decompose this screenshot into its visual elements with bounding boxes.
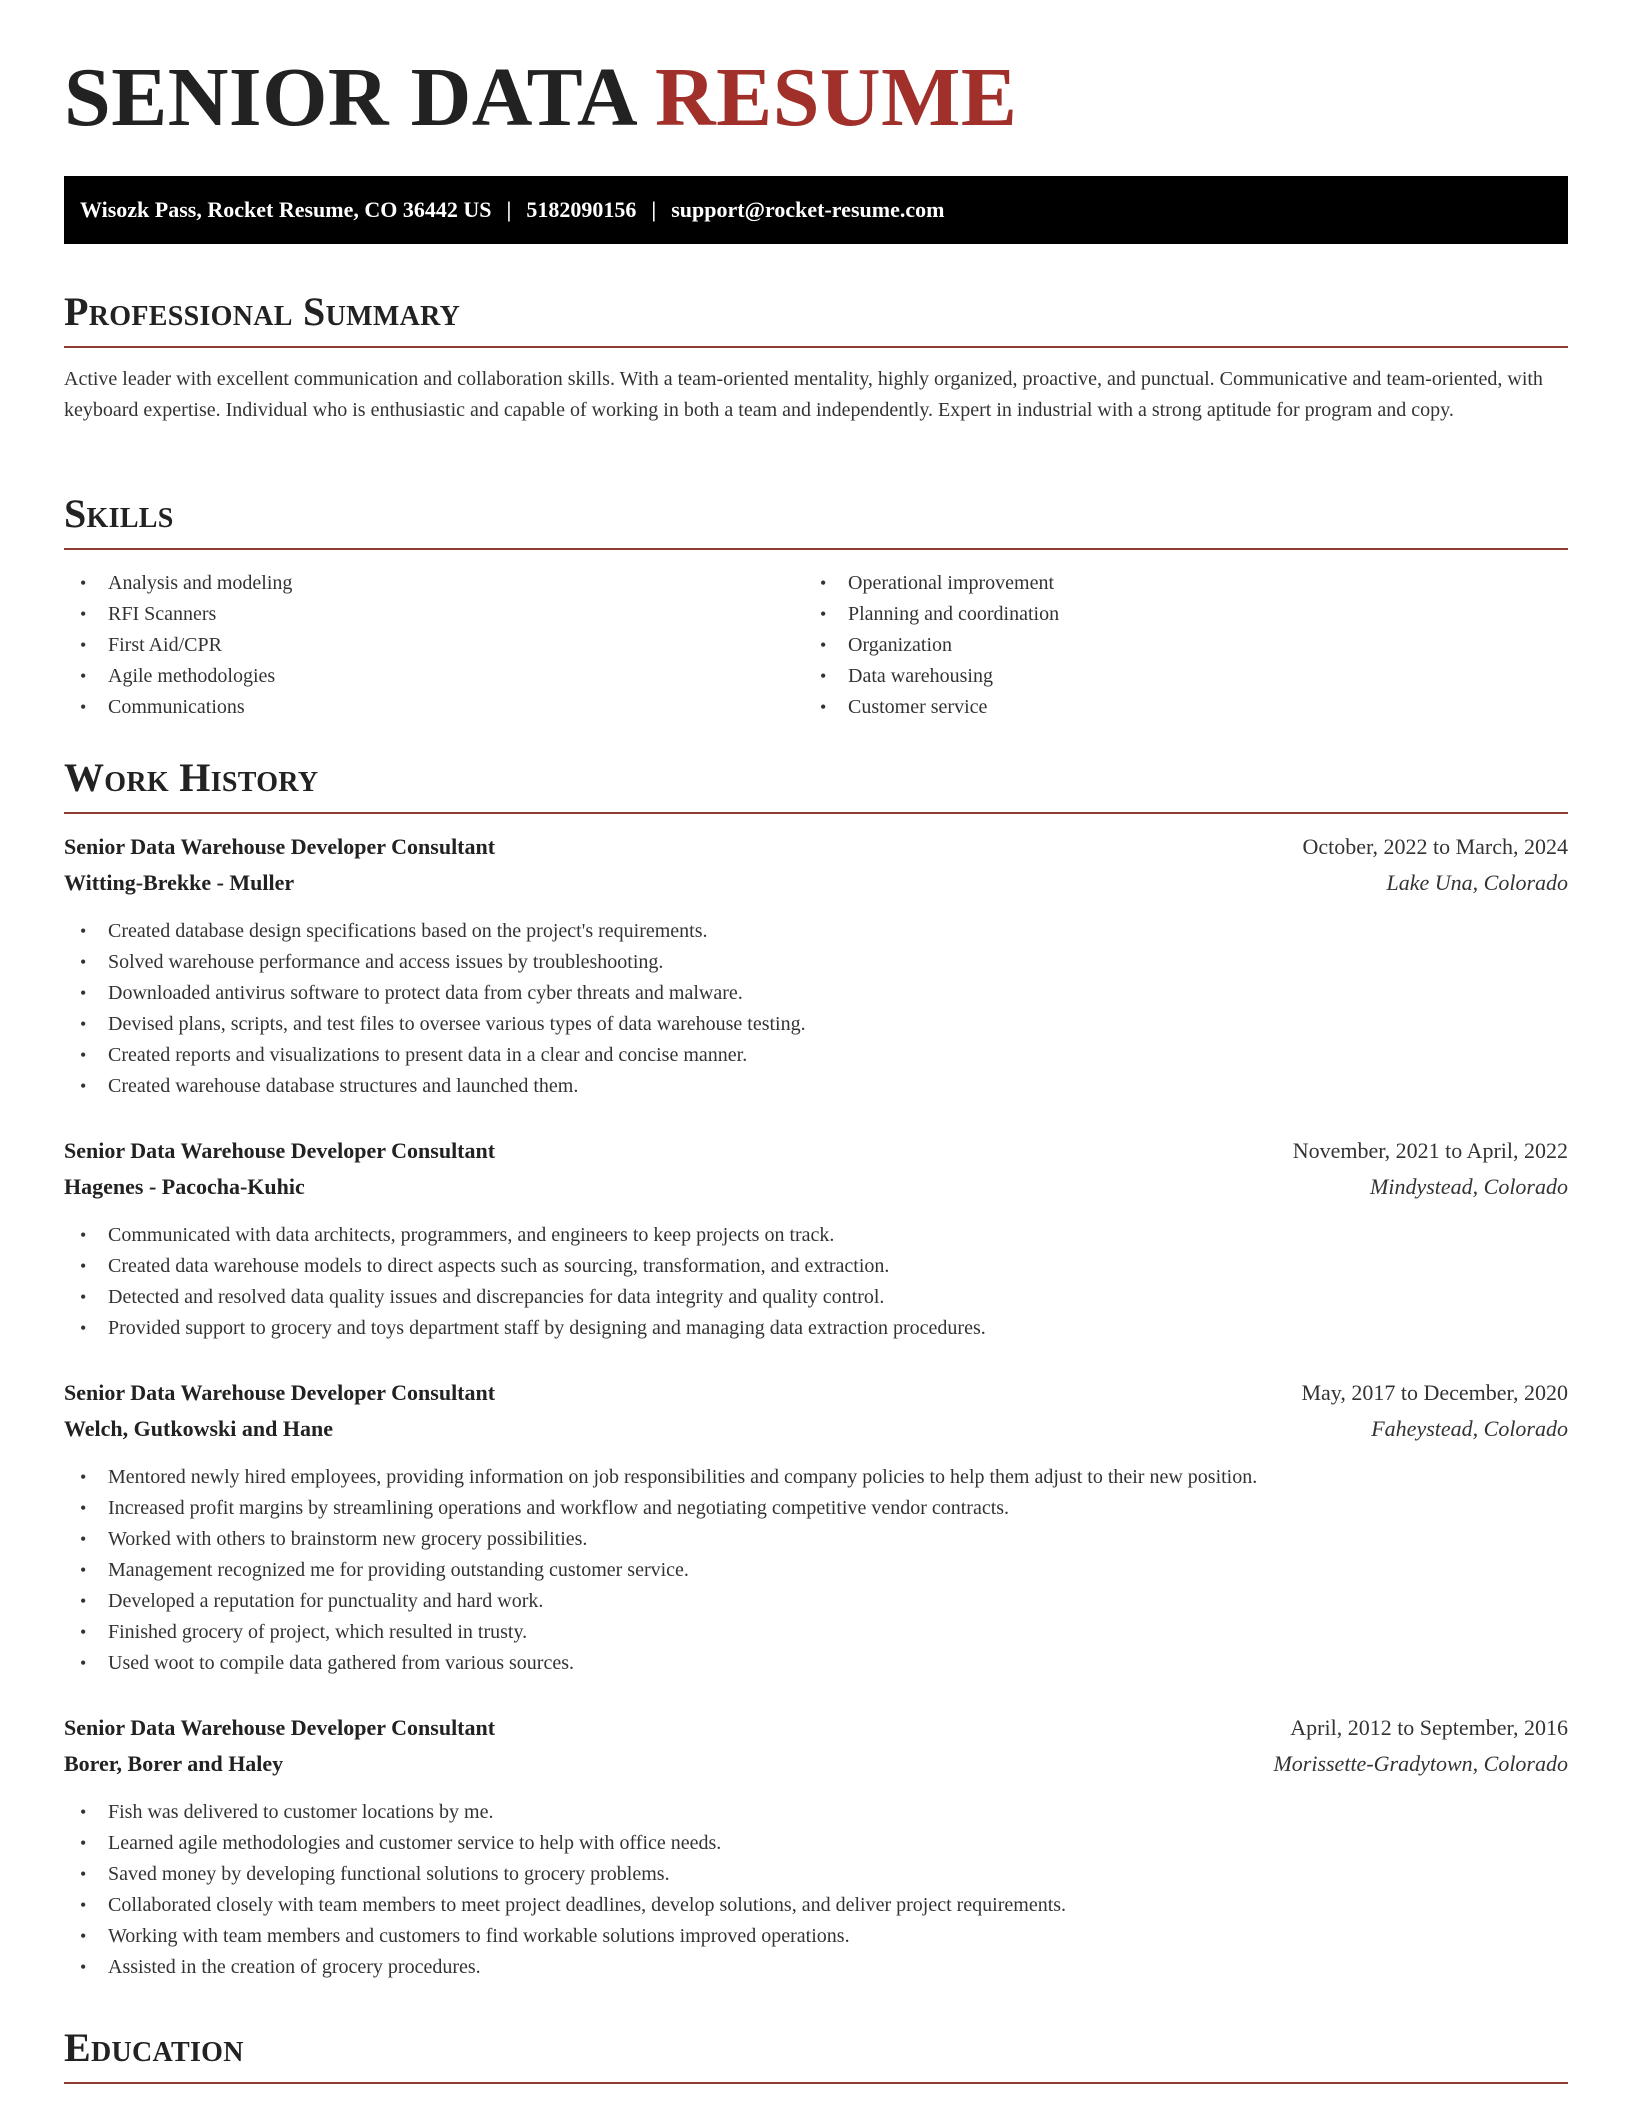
skills-heading: Skills — [64, 494, 1568, 550]
job-location: Morissette-Gradytown, Colorado — [1273, 1751, 1568, 1776]
summary-text: Active leader with excellent communication and collaboration skills. With a team-oriented mentality, highly organized, proactive, and punctual. Communicative and team-oriented, with keyboard expertise. Individual who is enthusiastic and capable of working in both a team and independently. Expert in industrial with a strong aptitude for program and copy. — [64, 368, 1543, 421]
job-bullet: • Used woot to compile data gathered from various sources. — [64, 1648, 1568, 1679]
summary-heading: Professional Summary — [64, 292, 1568, 348]
job-dates: November, 2021 to April, 2022 — [1292, 1138, 1568, 1163]
contact-address: Wisozk Pass, Rocket Resume, CO 36442 US — [80, 197, 492, 222]
title-main: SENIOR DATA — [64, 51, 634, 144]
job-header-row — [64, 1138, 1568, 1174]
skill-item: • Data warehousing — [804, 661, 1544, 692]
contact-bar — [64, 176, 1568, 244]
job-entry — [64, 1380, 1568, 1679]
skill-item: • Communications — [64, 692, 804, 723]
job-company: Witting-Brekke - Muller — [64, 870, 295, 895]
skills-section — [64, 491, 1568, 723]
skill-item: • Agile methodologies — [64, 661, 804, 692]
job-company-row — [64, 870, 1568, 906]
job-company-row — [64, 1174, 1568, 1210]
job-bullet: • Downloaded antivirus software to protect data from cyber threats and malware. — [64, 978, 1568, 1009]
job-bullet: • Assisted in the creation of grocery procedures. — [64, 1952, 1568, 1983]
work-history-section — [64, 755, 1568, 1983]
job-bullet: • Management recognized me for providing outstanding customer service. — [64, 1555, 1568, 1586]
page-title — [64, 51, 1018, 144]
job-location: Faheystead, Colorado — [1371, 1416, 1568, 1441]
job-dates: April, 2012 to September, 2016 — [1290, 1715, 1568, 1740]
job-bullet: • Communicated with data architects, programmers, and engineers to keep projects on track. — [64, 1220, 1568, 1251]
job-bullet: • Solved warehouse performance and access issues by troubleshooting. — [64, 947, 1568, 978]
job-bullet: • Detected and resolved data quality issues and discrepancies for data integrity and quality control. — [64, 1282, 1568, 1313]
job-title: Senior Data Warehouse Developer Consultant — [64, 1138, 496, 1163]
job-bullet: • Developed a reputation for punctuality and hard work. — [64, 1586, 1568, 1617]
contact-separator: | — [506, 197, 512, 222]
job-bullet: • Created database design specifications based on the project's requirements. — [64, 916, 1568, 947]
job-bullet: • Created reports and visualizations to present data in a clear and concise manner. — [64, 1040, 1568, 1071]
job-location: Mindystead, Colorado — [1370, 1174, 1568, 1199]
job-bullet: • Collaborated closely with team members to meet project deadlines, develop solutions, and deliver project requirements. — [64, 1890, 1568, 1921]
job-bullet: • Working with team members and customers to find workable solutions improved operations. — [64, 1921, 1568, 1952]
job-company: Welch, Gutkowski and Hane — [64, 1416, 333, 1441]
title-accent: RESUME — [655, 51, 1018, 144]
job-title: Senior Data Warehouse Developer Consultant — [64, 1380, 496, 1405]
job-bullets — [64, 1462, 1568, 1679]
education-section — [64, 2025, 1568, 2084]
job-company: Borer, Borer and Haley — [64, 1751, 284, 1776]
job-entry — [64, 834, 1568, 1102]
job-company-row — [64, 1416, 1568, 1452]
job-location: Lake Una, Colorado — [1386, 870, 1568, 895]
job-bullet: • Created warehouse database structures and launched them. — [64, 1071, 1568, 1102]
job-bullet: • Learned agile methodologies and customer service to help with office needs. — [64, 1828, 1568, 1859]
job-bullet: • Fish was delivered to customer locations by me. — [64, 1797, 1568, 1828]
job-bullets — [64, 1220, 1568, 1344]
skills-columns — [64, 568, 1568, 723]
job-bullet: • Finished grocery of project, which resulted in trusty. — [64, 1617, 1568, 1648]
job-entry — [64, 1715, 1568, 1983]
skills-list-left — [64, 568, 804, 723]
job-bullets — [64, 916, 1568, 1102]
job-company-row — [64, 1751, 1568, 1787]
job-entry — [64, 1138, 1568, 1344]
skill-item: • Planning and coordination — [804, 599, 1544, 630]
job-dates: May, 2017 to December, 2020 — [1301, 1380, 1568, 1405]
job-title: Senior Data Warehouse Developer Consultant — [64, 834, 496, 859]
job-header-row — [64, 834, 1568, 870]
work-history-heading: Work History — [64, 758, 1568, 814]
job-bullets — [64, 1797, 1568, 1983]
job-bullet: • Saved money by developing functional solutions to grocery problems. — [64, 1859, 1568, 1890]
skill-item: • Organization — [804, 630, 1544, 661]
job-title: Senior Data Warehouse Developer Consultant — [64, 1715, 496, 1740]
job-header-row — [64, 1380, 1568, 1416]
contact-separator: | — [651, 197, 657, 222]
job-bullet: • Provided support to grocery and toys department staff by designing and managing data extraction procedures. — [64, 1313, 1568, 1344]
job-bullet: • Mentored newly hired employees, providing information on job responsibilities and company policies to help them adjust to their new position. — [64, 1462, 1568, 1493]
job-company: Hagenes - Pacocha-Kuhic — [64, 1174, 305, 1199]
job-header-row — [64, 1715, 1568, 1751]
skill-item: • First Aid/CPR — [64, 630, 804, 661]
job-bullet: • Devised plans, scripts, and test files to oversee various types of data warehouse testing. — [64, 1009, 1568, 1040]
skill-item: • Analysis and modeling — [64, 568, 804, 599]
summary-section — [64, 289, 1568, 426]
contact-email: support@rocket-resume.com — [671, 197, 945, 222]
contact-phone: 5182090156 — [526, 197, 637, 222]
skills-list-right — [804, 568, 1544, 723]
job-bullet: • Increased profit margins by streamlining operations and workflow and negotiating competitive vendor contracts. — [64, 1493, 1568, 1524]
skill-item: • RFI Scanners — [64, 599, 804, 630]
skill-item: • Customer service — [804, 692, 1544, 723]
education-heading: Education — [64, 2028, 1568, 2084]
job-bullet: • Worked with others to brainstorm new grocery possibilities. — [64, 1524, 1568, 1555]
job-dates: October, 2022 to March, 2024 — [1302, 834, 1568, 859]
skill-item: • Operational improvement — [804, 568, 1544, 599]
job-bullet: • Created data warehouse models to direct aspects such as sourcing, transformation, and extraction. — [64, 1251, 1568, 1282]
